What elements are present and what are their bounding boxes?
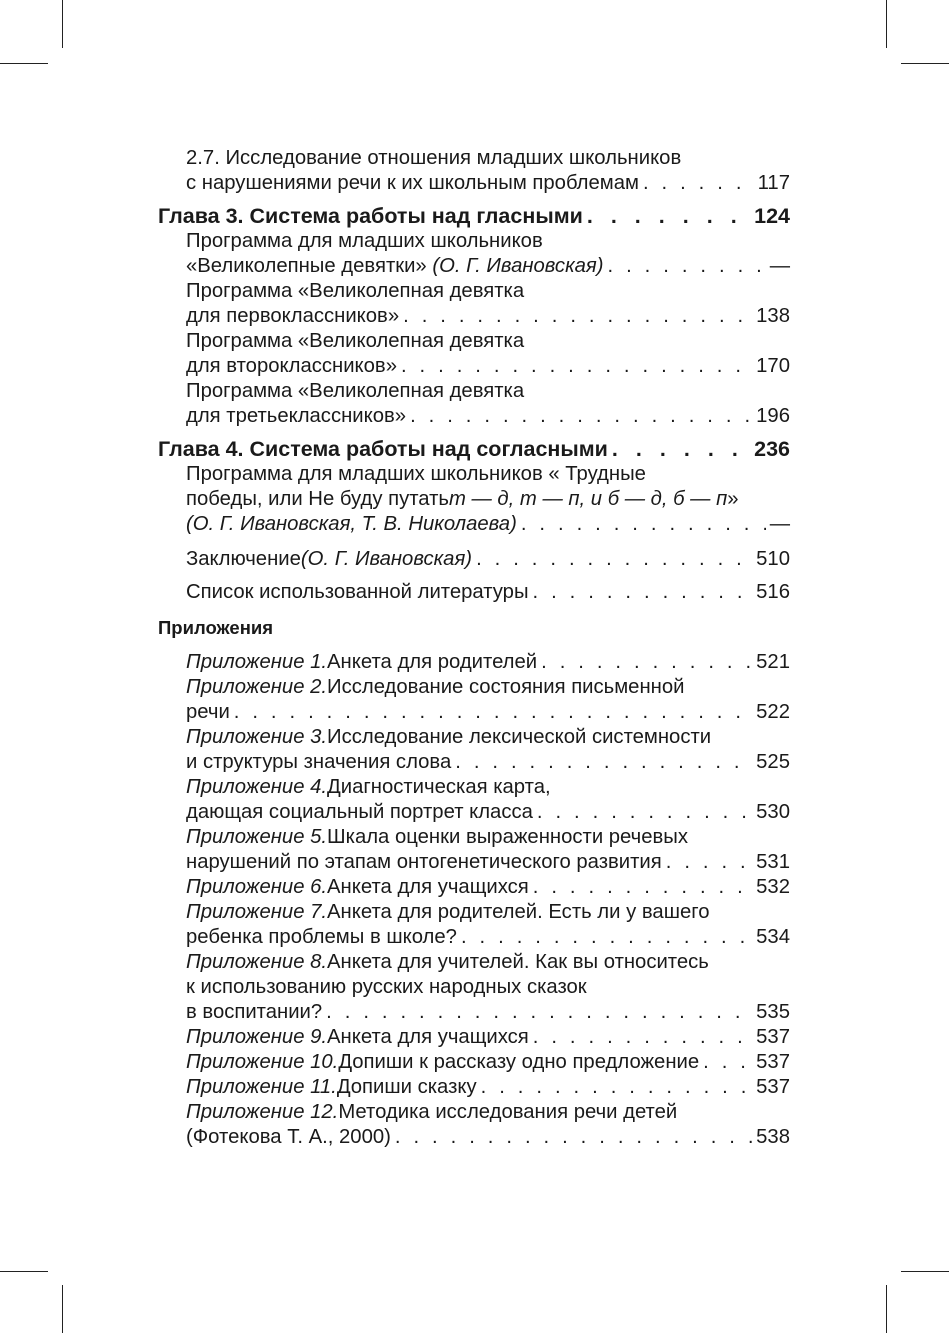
toc-entry-text: и структуры значения слова: [186, 751, 452, 773]
dot-leader: [234, 700, 752, 725]
toc-entry-appendix-8[interactable]: [158, 1000, 790, 1025]
page-number: 510: [756, 548, 790, 570]
appendix-label: Приложение 9.: [186, 1026, 328, 1048]
toc-entry-text: для второклассников»: [186, 355, 397, 377]
dot-leader: [521, 512, 766, 537]
toc-entry-text: Программа «Великолепная девятка: [186, 380, 525, 402]
dot-leader: [537, 800, 752, 825]
appendices-heading: [158, 615, 790, 640]
toc-line: [158, 487, 790, 512]
crop-mark: [886, 1285, 887, 1333]
toc-entry-conclusion[interactable]: [158, 547, 790, 572]
toc-entry-text: Программа для младших школьников « Трудные: [186, 463, 646, 485]
toc-line: [158, 1100, 790, 1125]
toc-entry-appendix-11[interactable]: [158, 1075, 790, 1100]
toc-line: [158, 950, 790, 975]
crop-mark: [62, 1285, 63, 1333]
toc-line: [158, 462, 790, 487]
toc-entry-text: к использованию русских народных сказок: [186, 976, 587, 998]
author: (О. Г. Ивановская, Т. В. Николаева): [186, 513, 517, 535]
toc-entry-bibliography[interactable]: [158, 580, 790, 605]
toc-entry-text: Исследование лексической системности: [327, 726, 712, 748]
author: (О. Г. Ивановская): [300, 548, 473, 570]
toc-entry-text: Заключение: [186, 548, 301, 570]
toc-entry-program-nines[interactable]: [158, 254, 790, 279]
toc-entry-text: (Фотекова Т. А., 2000): [186, 1126, 391, 1148]
toc-entry-text: нарушений по этапам онтогенетического развития: [186, 851, 662, 873]
dot-leader: [481, 1075, 753, 1100]
appendix-label: Приложение 5.: [186, 826, 328, 848]
dot-leader: [533, 1025, 752, 1050]
toc-entry-text: для первоклассников»: [186, 305, 400, 327]
toc-entry-appendix-6[interactable]: [158, 875, 790, 900]
dot-leader: [612, 437, 750, 462]
toc-line: [158, 279, 790, 304]
toc-entry-text: Анкета для учащихся: [327, 1026, 529, 1048]
appendix-label: Приложение 2.: [186, 676, 328, 698]
toc-entry-text: Исследование состояния письменной: [327, 676, 685, 698]
page-number: 531: [756, 851, 790, 873]
toc-entry-text: Шкала оценки выраженности речевых: [327, 826, 689, 848]
toc-entry-difficult-victories[interactable]: [158, 512, 790, 537]
toc-line: [158, 379, 790, 404]
crop-mark: [901, 1271, 949, 1272]
toc-line: [158, 900, 790, 925]
toc-entry-appendix-7[interactable]: [158, 925, 790, 950]
dot-leader: [395, 1125, 752, 1150]
toc-entry-appendix-2[interactable]: [158, 700, 790, 725]
toc-entry-text: в воспитании?: [186, 1001, 323, 1023]
page-number: 525: [756, 751, 790, 773]
chapter-title: Глава 4. Система работы над согласными: [158, 437, 608, 461]
page-number: 532: [756, 876, 790, 898]
crop-mark: [901, 63, 949, 64]
dot-leader: [476, 547, 752, 572]
dot-leader: [541, 650, 752, 675]
crop-mark: [886, 0, 887, 48]
page-number: 117: [757, 172, 790, 194]
dot-leader: [533, 875, 752, 900]
dot-leader: [587, 204, 750, 229]
section-heading: Приложения: [158, 617, 274, 638]
toc-line: [158, 775, 790, 800]
dot-leader: [533, 580, 753, 605]
page-number: —: [769, 513, 790, 535]
toc-entry-text: «Великолепные девятки»: [186, 255, 427, 277]
toc-entry-second-graders[interactable]: [158, 354, 790, 379]
toc-entry-text: Программа «Великолепная девятка: [186, 280, 525, 302]
appendix-label: Приложение 6.: [186, 876, 328, 898]
toc-entry-text: для третьеклассников»: [186, 405, 407, 427]
page-number: —: [769, 255, 790, 277]
toc-entry-text: победы, или Не буду путать: [186, 488, 449, 510]
table-of-contents: [158, 146, 790, 1150]
toc-entry-text: Список использованной литературы: [186, 581, 529, 603]
dot-leader: [455, 750, 752, 775]
page-number: 124: [754, 204, 790, 228]
dot-leader: [401, 354, 752, 379]
toc-line: [158, 229, 790, 254]
toc-entry-text: Программа для младших школьников: [186, 230, 543, 252]
toc-line: [158, 975, 790, 1000]
toc-entry-appendix-9[interactable]: [158, 1025, 790, 1050]
appendix-label: Приложение 4.: [186, 776, 328, 798]
dot-leader: [461, 925, 752, 950]
page-number: 537: [756, 1051, 790, 1073]
toc-line: [158, 675, 790, 700]
toc-entry-text-italic: т — д, т — п, и б — д, б — п: [448, 488, 728, 510]
toc-entry-text: Допиши к рассказу одно предложение: [338, 1051, 700, 1073]
toc-entry-text: »: [727, 488, 739, 510]
toc-entry-text: Методика исследования речи детей: [338, 1101, 678, 1123]
page-number: 537: [756, 1076, 790, 1098]
page-number: 538: [756, 1126, 790, 1148]
toc-entry-appendix-3[interactable]: [158, 750, 790, 775]
toc-chapter-4[interactable]: [158, 437, 790, 462]
page-number: 537: [756, 1026, 790, 1048]
toc-entry-text: Анкета для родителей: [327, 651, 538, 673]
toc-entry-text: дающая социальный портрет класса: [186, 801, 533, 823]
toc-entry-third-graders[interactable]: [158, 404, 790, 429]
toc-chapter-3[interactable]: [158, 204, 790, 229]
appendix-label: Приложение 8.: [186, 951, 328, 973]
dot-leader: [410, 404, 752, 429]
appendix-label: Приложение 11.: [186, 1076, 337, 1098]
page-number: 535: [756, 1001, 790, 1023]
toc-entry-text: ребенка проблемы в школе?: [186, 926, 457, 948]
appendix-label: Приложение 3.: [186, 726, 328, 748]
toc-entry-text: Программа «Великолепная девятка: [186, 330, 525, 352]
toc-entry-appendix-5[interactable]: [158, 850, 790, 875]
appendix-label: Приложение 10.: [186, 1051, 339, 1073]
crop-mark: [62, 0, 63, 48]
dot-leader: [666, 850, 752, 875]
toc-entry-text: с нарушениями речи к их школьным проблемам: [186, 172, 639, 194]
toc-entry-text: Анкета для учащихся: [327, 876, 529, 898]
appendix-label: Приложение 12.: [186, 1101, 339, 1123]
page-number: 236: [754, 437, 790, 461]
dot-leader: [703, 1050, 752, 1075]
dot-leader: [608, 254, 766, 279]
toc-entry-text: 2.7. Исследование отношения младших школьников: [186, 147, 682, 169]
toc-entry-appendix-4[interactable]: [158, 800, 790, 825]
toc-entry-section-2-7[interactable]: [158, 171, 790, 196]
toc-entry-text: Анкета для учителей. Как вы относитесь: [327, 951, 709, 973]
toc-entry-text: Диагностическая карта,: [327, 776, 551, 798]
page-number: 521: [756, 651, 790, 673]
toc-entry-appendix-12[interactable]: [158, 1125, 790, 1150]
page-number: 170: [756, 355, 790, 377]
chapter-title: Глава 3. Система работы над гласными: [158, 204, 583, 228]
toc-line: [158, 825, 790, 850]
toc-entry-text: Допиши сказку: [336, 1076, 477, 1098]
toc-entry-text: речи: [186, 701, 230, 723]
toc-line: [158, 146, 790, 171]
page-number: 138: [756, 305, 790, 327]
crop-mark: [0, 1271, 48, 1272]
toc-line: [158, 329, 790, 354]
toc-entry-first-graders[interactable]: [158, 304, 790, 329]
crop-mark: [0, 63, 48, 64]
toc-entry-appendix-10[interactable]: [158, 1050, 790, 1075]
author: (О. Г. Ивановская): [432, 255, 604, 277]
toc-entry-text: Анкета для родителей. Есть ли у вашего: [327, 901, 710, 923]
page-number: 530: [756, 801, 790, 823]
appendix-label: Приложение 7.: [186, 901, 328, 923]
page-number: 522: [756, 701, 790, 723]
appendix-label: Приложение 1.: [186, 651, 328, 673]
dot-leader: [326, 1000, 752, 1025]
toc-entry-appendix-1[interactable]: [158, 650, 790, 675]
page-number: 516: [756, 581, 790, 603]
page-number: 534: [756, 926, 790, 948]
page-number: 196: [756, 405, 790, 427]
dot-leader: [643, 171, 754, 196]
dot-leader: [403, 304, 752, 329]
toc-line: [158, 725, 790, 750]
